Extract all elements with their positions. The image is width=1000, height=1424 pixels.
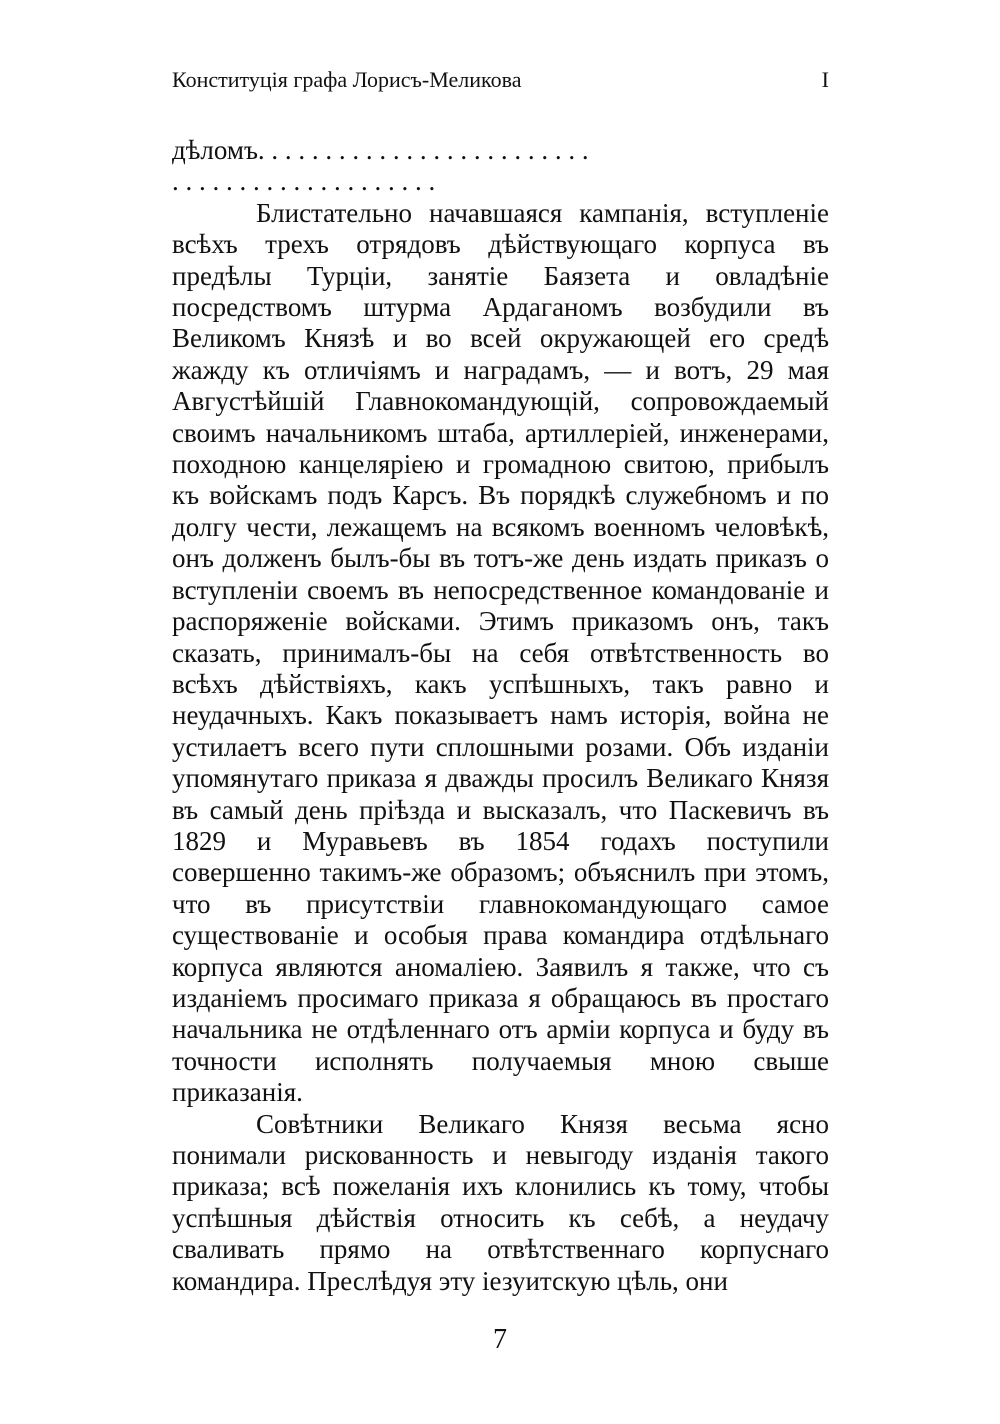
omission-dots: . . . . . . . . . . . . . . . . . . . . bbox=[172, 166, 436, 197]
body-text bbox=[172, 135, 829, 1297]
opening-fragment: дѣломъ. . . . . . . . . . . . . . . . . . . . . . . . . bbox=[172, 135, 589, 165]
running-header bbox=[172, 64, 829, 96]
running-header-title: Конституція графа Лорисъ-Меликова bbox=[172, 67, 522, 92]
paragraph: Блистательно начавшаяся кампанія, вступленіе всѣхъ трехъ отрядовъ дѣйствующаго корпуса въ предѣлы Турціи, занятіе Баязета и овладѣніе посредствомъ штурма Ардаганомъ возбудили въ Великомъ Князѣ и во всей окружающей его средѣ жажду къ отличіямъ и наградамъ, — и вотъ, 29 мая Августѣйшій Главнокомандующій, сопровождаемый своимъ начальникомъ штаба, артиллеріей, инженерами, походною канцеляріею и громадною свитою, прибылъ къ войскамъ подъ Карсъ. Въ порядкѣ служебномъ и по долгу чести, лежащемъ на всякомъ военномъ человѣкѣ, онъ долженъ былъ-бы въ тотъ-же день издать приказъ о вступленіи своемъ въ непосредственное командованіе и распоряженіе войсками. Этимъ приказомъ онъ, такъ сказать, принималъ-бы на себя отвѣтственность во всѣхъ дѣйствіяхъ, какъ успѣшныхъ, такъ равно и неудачныхъ. Какъ показываетъ намъ исторія, война не устилаетъ всего пути сплошными розами. Объ изданіи упомянутаго приказа я дважды просилъ Великаго Князя въ самый день пріѣзда и высказалъ, что Паскевичъ въ 1829 и Муравьевъ въ 1854 годахъ поступили совершенно такимъ-же образомъ; объяснилъ при этомъ, что въ присутствіи главнокомандующаго самое существованіе и особыя права командира отдѣльнаго корпуса являются аномаліею. Заявилъ я также, что съ изданіемъ просимаго приказа я обращаюсь въ простаго начальника не отдѣленнаго отъ арміи корпуса и буду въ точности исполнять получаемыя мною свыше приказанія. bbox=[172, 197, 829, 1108]
page-number: 7 bbox=[493, 1324, 507, 1355]
paragraph: Совѣтники Великаго Князя весьма ясно понимали рискованность и невыгоду изданія такого приказа; всѣ пожеланія ихъ клонились къ тому, чтобы успѣшныя дѣйствія относить къ себѣ, а неудачу сваливать прямо на отвѣтственнаго корпуснаго командира. Преслѣдуя эту іезуитскую цѣль, они bbox=[172, 1108, 829, 1296]
running-header-section-number: I bbox=[821, 67, 829, 92]
